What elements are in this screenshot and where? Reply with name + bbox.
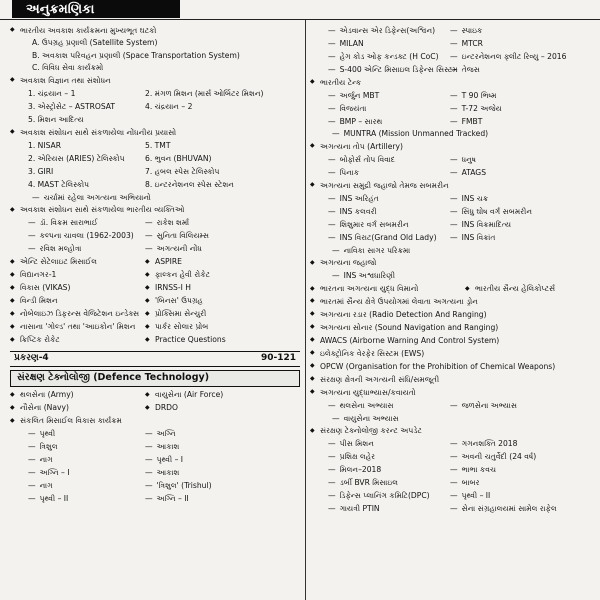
list-item: ◆ નોબેલાઇઝ ડિફરન્સ વેજિટેશન ઇન્ડેક્સ [10,310,145,318]
list-item: — સેના સંગ્રહાલયમાં સામેલ રાફેલ [450,505,596,513]
list-item: — અર્જુન MBT [310,92,450,100]
list-item: — બોફોર્સ તોપ વિવાદ [310,156,450,164]
list-row [10,139,300,152]
list-item: 7. હબલ સ્પેસ ટેલિસ્કોપ [145,166,220,176]
list-item: — ઇન્ટરનેશનલ ફ્લીટ રિવ્યુ – 2016 [450,53,596,61]
list-item: — INS વિક્રમાદિત્ય [450,221,596,229]
list-item: — પૃથ્વી – II [10,495,145,503]
list-item: — પીસ મિશન [310,440,450,448]
list-item: 1. ચંદ્રયાન – 1 [28,88,76,98]
list-row [310,231,596,244]
list-item: ◆ વિદ્યાનગર-1 [10,271,145,279]
list-row [10,441,300,454]
top-rule [0,19,600,20]
list-item: — T 90 ભિષ્મ [450,92,596,100]
right-column [310,24,596,516]
list-item: — નાગ [10,482,145,490]
list-item: ◆ OPCW (Organisation for the Prohibition of Chemical Weapons) [310,360,596,373]
list-row [310,438,596,451]
list-row [10,217,300,230]
list-item: ◆ અગત્યના જહાજો [310,257,596,270]
list-item: — પૃથ્વી – I [145,456,300,464]
list-row [10,321,300,334]
list-item: ◆ એન્ટિ સેટેલાઇટ મિસાઈલ [10,258,145,266]
list-item: — MUNTRA (Mission Unmanned Tracked) [310,128,596,140]
list-item: ◆ ASPIRE [145,258,300,266]
list-item: — FMBT [450,118,596,126]
list-item: — ATAGS [450,169,596,177]
list-row [10,428,300,441]
list-row [10,230,300,243]
list-item: — T-72 અજેય [450,105,596,113]
list-item: — અગ્નિ [145,430,300,438]
list-item: ◆ IRNSS-I H [145,284,300,292]
list-row [310,153,596,166]
list-item: — તેજસ [450,66,596,74]
list-item: — રવિશ મલ્હોત્રા [10,245,145,253]
chapter-label: પ્રકરણ-4 [14,353,49,364]
list-item: — અગત્યની નોંધ [145,245,300,253]
list-row [310,477,596,490]
list-item: ◆ AWACS (Airborne Warning And Control System) [310,334,596,347]
list-item: ◆ નાસાના 'ગોલ્ડ' તથા 'આઇકોન' મિશન [10,323,145,331]
list-row [310,451,596,464]
list-item: ◆ પાર્કર સોલાર પ્રોબ [145,323,300,331]
list-item: — શિશુમાર વર્ગ સબમરીન [310,221,450,229]
list-row [310,166,596,179]
list-row [10,402,300,415]
list-item: — હેગ કોડ ઓફ કન્ડક્ટ (H CoC) [310,53,450,61]
list-item: C. વિવિધ સેવા કાર્યક્રમો [32,63,104,73]
list-item: ◆ ઇલેક્ટ્રોનિક વેરફેર સિસ્ટમ (EWS) [310,347,596,360]
list-item: — સુનિતા વિલિયમ્સ [145,232,300,240]
left-column [10,24,300,506]
list-row [10,282,300,295]
list-row [310,63,596,76]
list-item: ◆ સંરક્ષણ ટેક્નોલોજી કરન્ટ અપડેટ [310,425,596,438]
list-item: 8. ઇન્ટરનેશનલ સ્પેસ સ્ટેશન [145,179,234,189]
list-row [310,464,596,477]
list-item: ◆ ફાલ્કન હેવી રોકેટ [145,271,300,279]
list-row [10,152,300,165]
list-item: — નાવિકા સાગર પરિક્રમા [310,244,596,256]
list-item: ◆ અગત્યના સમુદ્રી જહાજો તેમજ સબમરીન [310,179,596,192]
list-item: — આકાશ [145,443,300,451]
list-item: ◆ અવકાશ સંશોધન સાથે સંકળાયેલા ભારતીય વ્યક્તિઓ [10,204,300,217]
list-item: — વાયુસેના અભ્યાસ [310,412,596,424]
list-item: — કલ્પના ચાવલા (1962-2003) [10,232,145,240]
list-item: — વિજયંતા [310,105,450,113]
list-row [310,399,596,412]
list-item: — ગગનશક્તિ 2018 [450,440,596,448]
list-item: — ધનુષ [450,156,596,164]
list-row [10,113,300,126]
list-item: — INS ચક્ર [450,195,596,203]
list-item: — રાકેશ શર્મા [145,219,300,227]
list-item: 2. મંગળ મિશન (માર્સ ઓર્બિટર મિશન) [145,88,264,98]
list-row [310,24,596,37]
list-row [310,218,596,231]
list-item: ◆ ભારતીય અવકાશ કાર્યક્રમના મુખ્યભૂત ઘટકો [10,24,300,37]
list-item: 5. મિશન આદિત્ય [28,114,84,124]
list-item: ◆ અગત્યના તોપ (Artillery) [310,140,596,153]
list-item: ◆ ભારતીય સૈન્ય હેલિકોપ્ટર્સ [465,285,596,293]
list-item: — INS અશ્વધારિણી [310,270,596,282]
list-item: ◆ પ્રોક્સિમા સેન્ચુરી [145,310,300,318]
chapter-pages: 90-121 [260,353,296,364]
list-item: ◆ ભારતના અગત્યના યુદ્ધ વિમાનો [310,285,465,293]
list-row [10,334,300,347]
list-item: — પૃથ્વી [10,430,145,438]
list-item: — સિંધુ ઘોષ વર્ગ સબમરીન [450,208,596,216]
list-item: ◆ વિન્ડી મિશન [10,297,145,305]
list-item: — મિલન–2018 [310,466,450,474]
list-item: ◆ વિકાસ (VIKAS) [10,284,145,292]
list-item: — BMP – સારથ [310,118,450,126]
list-row [310,490,596,503]
list-item: — અવની ચતુર્વેદી (24 વર્ષ) [450,453,596,461]
list-item: — ભાભા કવચ [450,466,596,474]
list-item: ◆ અગત્યના રડાર (Radio Detection And Ranging) [310,308,596,321]
list-item: ◆ Practice Questions [145,336,300,344]
list-row [310,115,596,128]
list-item: — પ્રશિક્ષ લહેર [310,453,450,461]
column-divider [305,20,306,600]
list-row [310,503,596,516]
list-item: A. ઉપગ્રહ પ્રણાલી (Satellite System) [32,38,158,48]
list-item: — INS કલવરી [310,208,450,216]
list-item: 5. TMT [145,140,171,150]
list-item: — અગ્નિ – II [145,495,300,503]
list-item: — ગાયત્રી PTIN [310,505,450,513]
chapter-heading [10,351,300,367]
list-item: ◆ DRDO [145,404,300,412]
list-item: — ત્રિશુલ [10,443,145,451]
list-row [10,256,300,269]
list-item: — આકાશ [145,469,300,477]
list-item: — પૃથ્વી – II [450,492,596,500]
list-item: ◆ ક્રિપ્ટિક રોકેટ [10,336,145,344]
list-item: ◆ થલસેના (Army) [10,391,145,399]
list-item: — બાબર [450,479,596,487]
list-row [10,269,300,282]
list-item: — ડૉ. વિક્રમ સારાભાઈ [10,219,145,227]
list-item: — ડર્બી BVR મિસાઇલ [310,479,450,487]
list-item: ◆ ભારતીય ટેન્ક [310,76,596,89]
list-item: — પિનાક [310,169,450,177]
list-item: — MILAN [310,40,450,48]
list-item: 3. GIRI [28,166,54,176]
list-item: — જળસેના અભ્યાસ [450,402,596,410]
list-row [10,87,300,100]
section-title: સંરક્ષણ ટેક્નોલોજી (Defence Technology) [10,370,300,387]
list-item: 4. ચંદ્રયાન – 2 [145,101,193,111]
list-item: ◆ 'બિનસ' ઉપગ્રહ [145,297,300,305]
list-item: — INS અરિહંત [310,195,450,203]
list-item: ◆ નૌસેના (Navy) [10,404,145,412]
list-item: — ડિફેન્સ પ્લાનિંગ કમિટિ(DPC) [310,492,450,500]
list-item: ◆ વાયુસેના (Air Force) [145,391,300,399]
list-item: ◆ અવકાશ સંશોધન સાથે સંકળાયેલા નોંધનીય પ્રયાસો [10,126,300,139]
list-item: — નાગ [10,456,145,464]
list-item: ◆ ભારતમાં સૈન્ય ક્ષેત્રે ઉપયોગમાં લેવાતા અગત્યના ડ્રોન [310,295,596,308]
list-row [310,205,596,218]
list-row [310,282,596,295]
list-row [10,308,300,321]
list-row [10,100,300,113]
list-item: — S-400 એન્ટિ મિસાઇલ ડિફેન્સ સિસ્ટમ [310,66,450,74]
list-item: — INS વિક્રાંત [450,234,596,242]
list-row [10,480,300,493]
list-item: 6. ભુવન (BHUVAN) [145,153,212,163]
list-item: — MTCR [450,40,596,48]
list-row [310,37,596,50]
list-item: 1. NISAR [28,140,62,150]
list-row [310,192,596,205]
list-item: ◆ સંકલિત મિસાઈલ વિકાસ કાર્યક્રમ [10,415,300,428]
list-item: — ચર્ચામાં રહેલા અગત્યના અભિયાનો [10,191,300,203]
list-item: — થલસેના અભ્યાસ [310,402,450,410]
list-row [10,493,300,506]
list-item: ◆ અગત્યના સોનાર (Sound Navigation and Ranging) [310,321,596,334]
list-item: — એડવાન્સ એર ડિફેન્સ(અશ્વિન) [310,27,450,35]
list-row [10,295,300,308]
list-row [10,243,300,256]
list-item: — INS વિરાટ(Grand Old Lady) [310,234,450,242]
list-item: — 'ત્રિશુલ' (Trishul) [145,482,300,490]
list-item: 4. MAST ટેલિસ્કોપ [28,179,90,189]
list-item: ◆ સંરક્ષણ ક્ષેત્રની અગત્યની સંધિ/સમજૂતી [310,373,596,386]
list-item: B. અવકાશ પરિવહન પ્રણાલી (Space Transportation System) [32,50,240,60]
list-item: 2. એરિયસ (ARIES) ટેલિસ્કોપ [28,153,125,163]
list-item: — સ્પાઇક [450,27,596,35]
list-row [10,165,300,178]
list-item: ◆ અગત્યના યુદ્ધાભ્યાસ/કવાયતો [310,386,596,399]
list-row [310,89,596,102]
list-row [10,389,300,402]
list-item: 3. એસ્ટ્રોસેટ – ASTROSAT [28,101,116,111]
list-row [10,467,300,480]
list-item: — અગ્નિ – I [10,469,145,477]
page-title: અનુક્રમણિકા [12,0,180,18]
list-row [310,50,596,63]
list-row [10,454,300,467]
list-row [310,102,596,115]
list-row [10,178,300,191]
list-item: ◆ અવકાશ વિજ્ઞાન તથા સંશોધન [10,74,300,87]
